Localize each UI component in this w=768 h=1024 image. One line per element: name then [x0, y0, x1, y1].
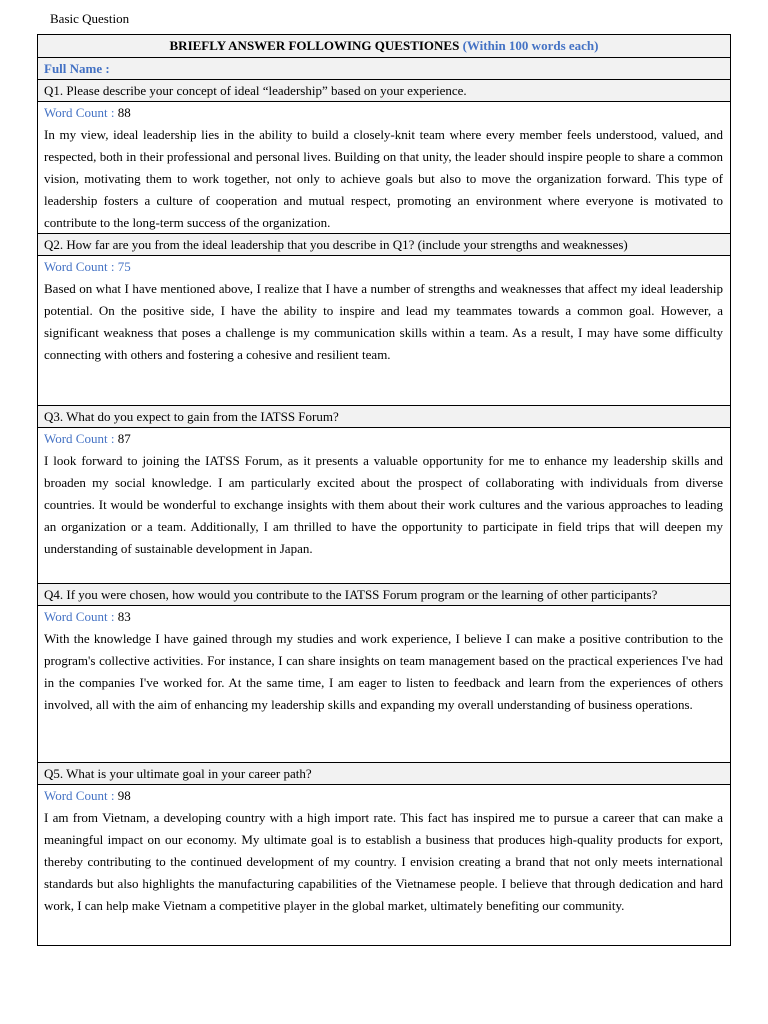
word-count-label: Word Count : — [44, 609, 115, 624]
word-count-value: 98 — [117, 788, 131, 803]
question-1: Q1. Please describe your concept of ideal “leadership” based on your experience. — [38, 80, 730, 102]
form-title-text: BRIEFLY ANSWER FOLLOWING QUESTIONES — [169, 38, 460, 53]
word-count-label: Word Count : — [44, 431, 115, 446]
answer-5-block[interactable] — [38, 785, 730, 945]
answer-1-block[interactable] — [38, 102, 730, 234]
question-3: Q3. What do you expect to gain from the IATSS Forum? — [38, 406, 730, 428]
word-count-label: Word Count : — [44, 105, 115, 120]
word-count-3 — [44, 428, 723, 450]
question-form — [37, 34, 731, 946]
answer-2-text: Based on what I have mentioned above, I realize that I have a number of strengths and weaknesses that affect my ideal leadership potential. On the positive side, I have the ability to inspire and lead my teammates towards a common goal. However, a significant weakness that poses a challenge is my communication skills within a team. As a result, I may have some difficulty connecting with others and fostering a cohesive and resilient team. — [44, 281, 723, 362]
full-name-field[interactable] — [38, 58, 730, 80]
word-count-4 — [44, 606, 723, 628]
question-4: Q4. If you were chosen, how would you contribute to the IATSS Forum program or the learning of other participants? — [38, 584, 730, 606]
question-2: Q2. How far are you from the ideal leadership that you describe in Q1? (include your strengths and weaknesses) — [38, 234, 730, 256]
answer-4-block[interactable] — [38, 606, 730, 763]
word-count-value: 87 — [117, 431, 131, 446]
page-label: Basic Question — [50, 11, 130, 26]
question-5: Q5. What is your ultimate goal in your career path? — [38, 763, 730, 785]
answer-5-text: I am from Vietnam, a developing country with a high import rate. This fact has inspired me to pursue a career that can make a meaningful impact on our economy. My ultimate goal is to establish a business that produces high-quality products for export, thereby contributing to the continued development of my country. I envision creating a brand that not only meets international standards but also highlights the manufacturing capabilities of the Vietnamese people. I believe that through dedication and hard work, I can help make Vietnam a competitive player in the global market, ultimately benefiting our community. — [44, 810, 723, 913]
full-name-label: Full Name : — [44, 61, 110, 76]
word-count-value: 88 — [117, 105, 131, 120]
word-count-label: Word Count : — [44, 788, 115, 803]
word-count-value: 75 — [117, 259, 131, 274]
answer-2-block[interactable] — [38, 256, 730, 406]
answer-3-block[interactable] — [38, 428, 730, 584]
answer-3-text: I look forward to joining the IATSS Forum, as it presents a valuable opportunity for me to enhance my leadership skills and broaden my social knowledge. I am particularly excited about the prospect of collaborating with individuals from diverse countries. It would be wonderful to exchange insights with them about their work cultures and the various approaches to leading an organization or a team. Additionally, I am thrilled to have the opportunity to participate in field trips that will deepen my understanding of sustainable development in Japan. — [44, 453, 723, 556]
word-count-5 — [44, 785, 723, 807]
answer-4-text: With the knowledge I have gained through my studies and work experience, I believe I can make a positive contribution to the program's collective activities. For instance, I can share insights on team management based on the practical experiences I've had in the companies I've worked for. At the same time, I am eager to listen to feedback and learn from the experiences of others involved, all with the aim of enhancing my leadership skills and expanding my overall understanding of business operations. — [44, 631, 723, 712]
answer-1-text: In my view, ideal leadership lies in the ability to build a closely-knit team where every member feels understood, valued, and respected, both in their professional and personal lives. Building on that unity, the leader should inspire people to share a common vision, motivating them to work together, not only to achieve goals but also to move the organization forward. This type of leadership fosters a culture of cooperation and mutual respect, promoting an environment where everyone is motivated to contribute to the long-term success of the organization. — [44, 127, 723, 230]
word-count-value: 83 — [117, 609, 131, 624]
word-count-label: Word Count : — [44, 259, 115, 274]
word-count-1 — [44, 102, 723, 124]
word-count-2 — [44, 256, 723, 278]
form-title — [38, 35, 730, 58]
word-limit-note: (Within 100 words each) — [462, 38, 599, 53]
